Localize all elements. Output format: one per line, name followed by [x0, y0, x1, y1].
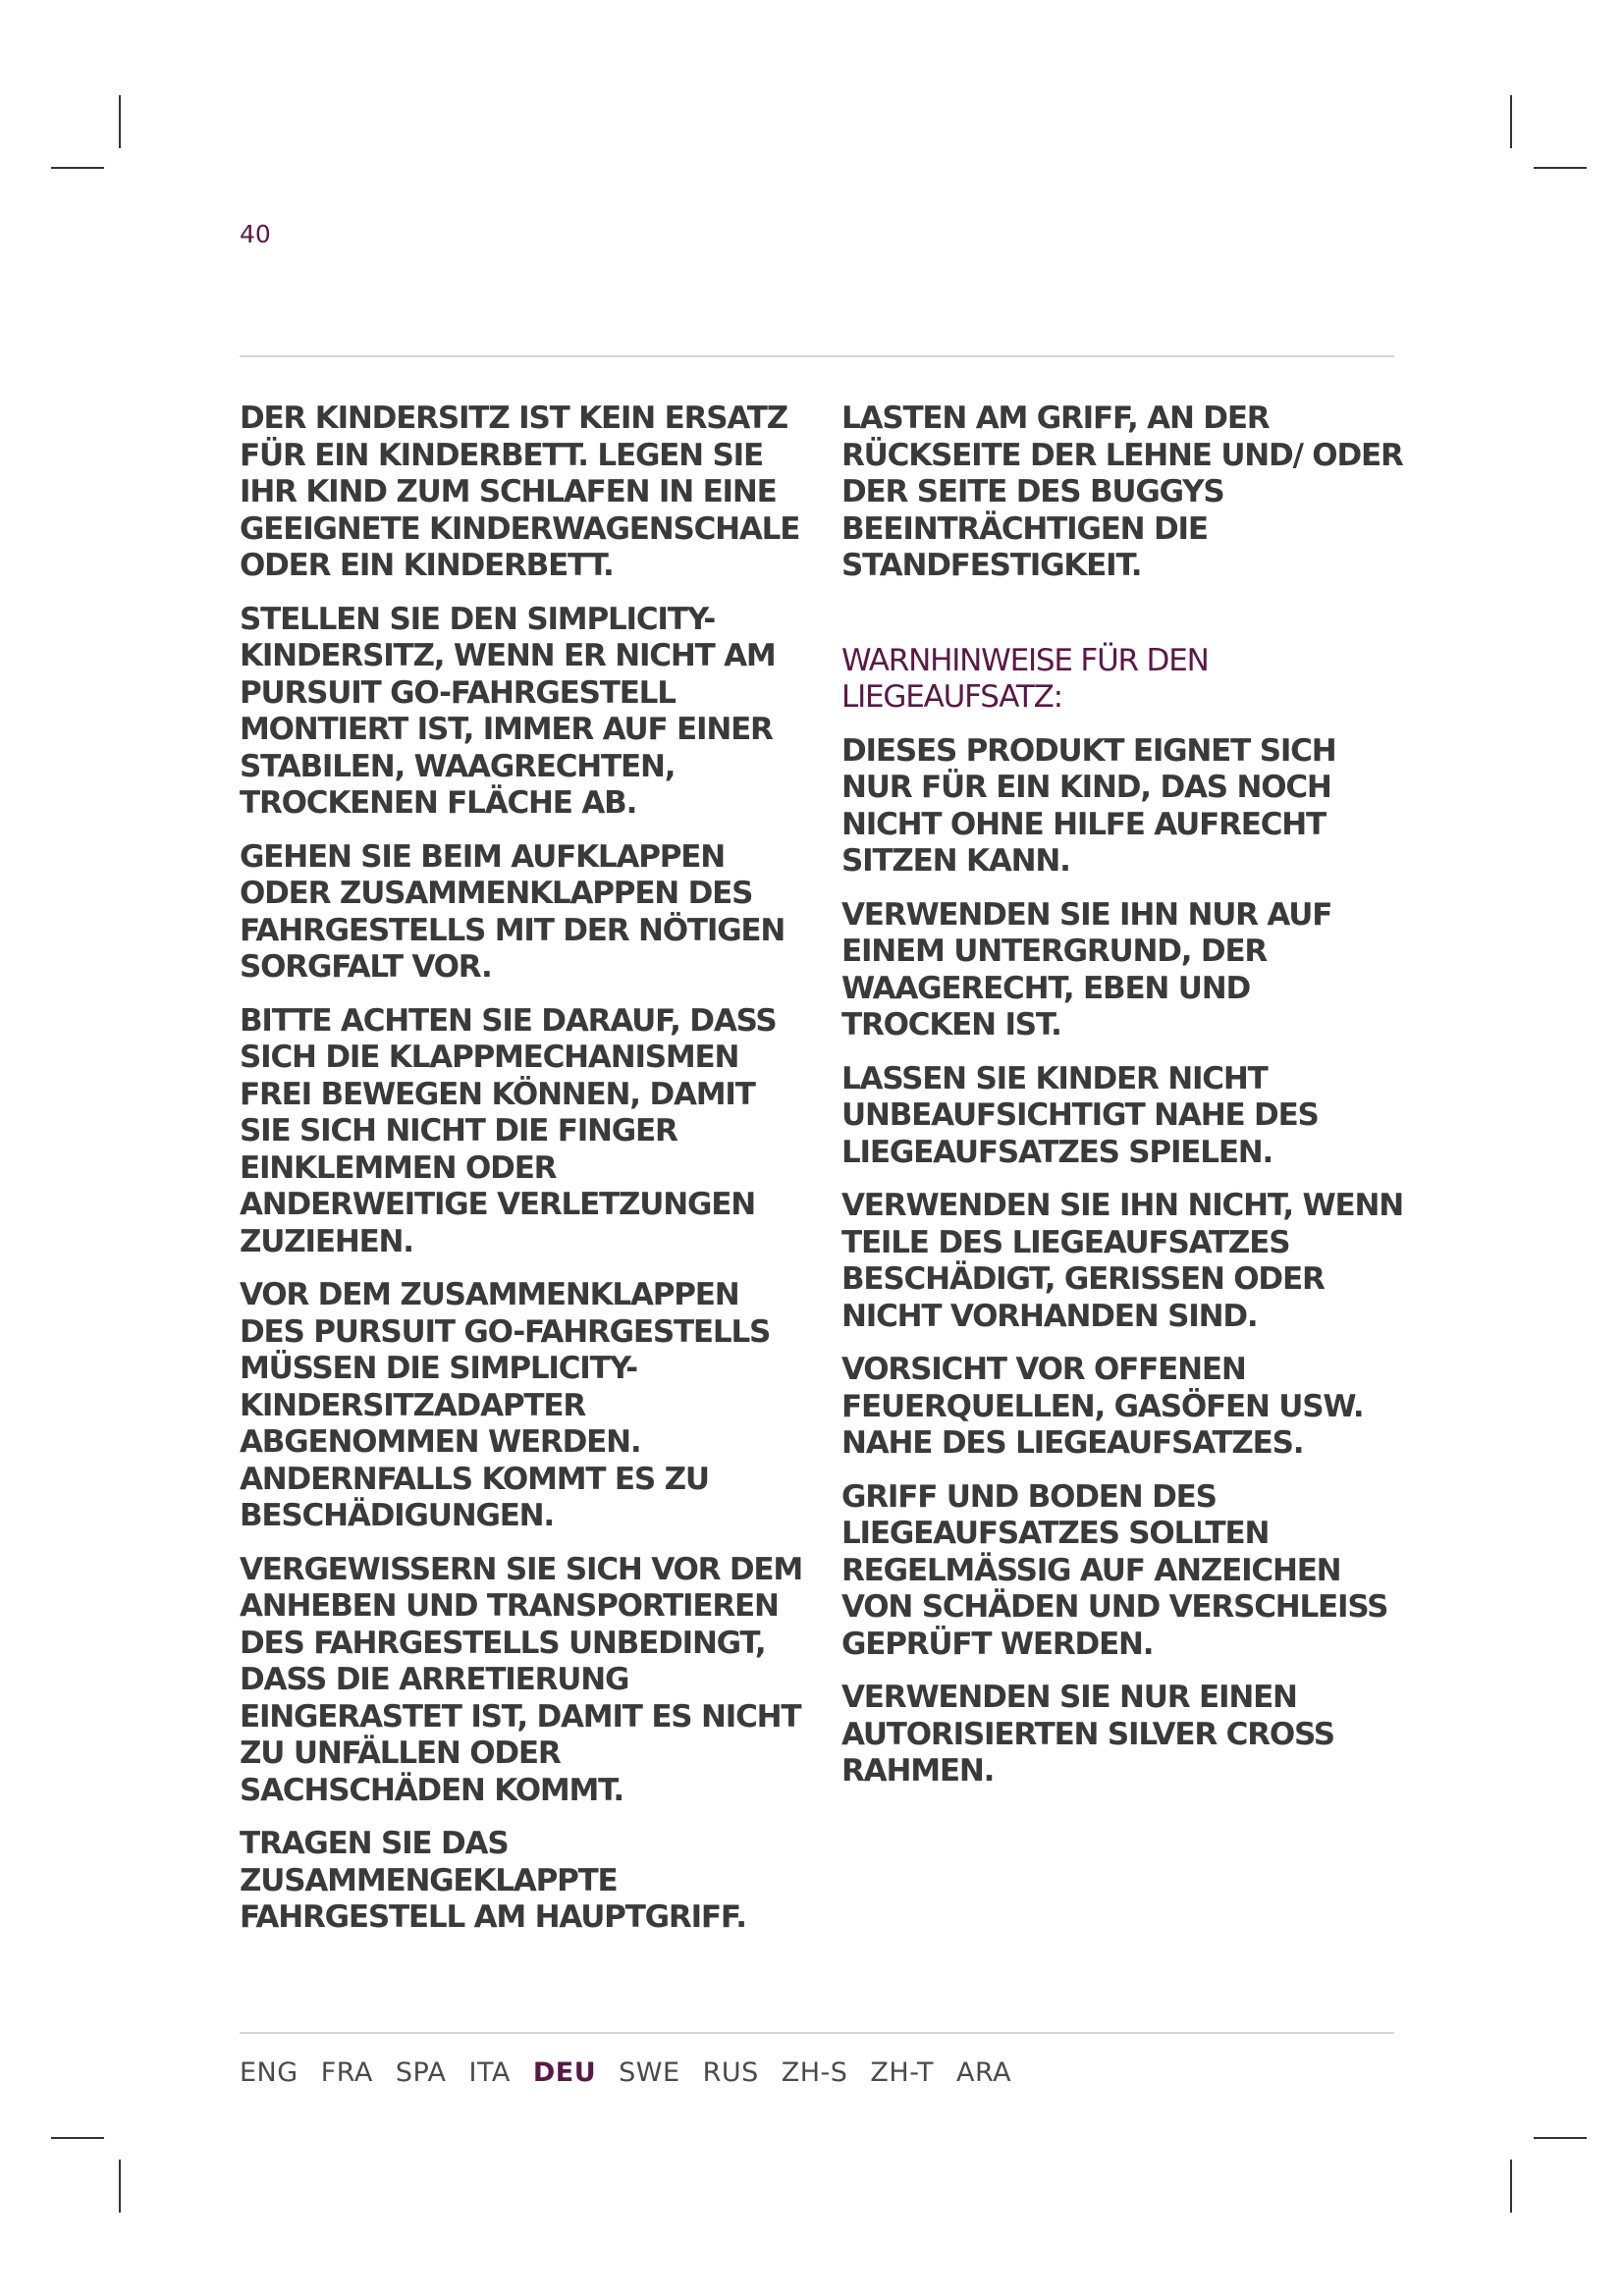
warning-paragraph: GEHEN SIE BEIM AUFKLAPPEN ODER ZUSAMMENKLAPPEN DES FAHRGESTELLS MIT DER NÖTIGEN SORGFALT VOR. [240, 838, 785, 985]
crop-mark-bottom-left-vertical [119, 2160, 121, 2213]
crop-mark-bottom-right-vertical [1510, 2160, 1512, 2213]
warning-paragraph: TRAGEN SIE DAS ZUSAMMENGEKLAPPTE FAHRGESTELL AM HAUPTGRIFF. [240, 1826, 746, 1935]
warning-paragraph: VERWENDEN SIE IHN NICHT, WENN TEILE DES LIEGEAUFSATZES BESCHÄDIGT, GERISSEN ODER NICHT VORHANDEN SIND. [841, 1188, 1403, 1334]
crop-mark-bottom-right-horizontal [1534, 2137, 1587, 2139]
crop-mark-top-right-vertical [1510, 95, 1512, 148]
warning-paragraph: VERWENDEN SIE IHN NUR AUF EINEM UNTERGRUND, DER WAAGERECHT, EBEN UND TROCKEN IST. [841, 896, 1332, 1042]
language-eng[interactable]: ENG [240, 2057, 298, 2088]
top-divider [240, 355, 1394, 357]
warning-paragraph: LASSEN SIE KINDER NICHT UNBEAUFSICHTIGT NAHE DES LIEGEAUFSATZES SPIELEN. [841, 1060, 1319, 1170]
warning-paragraph: DIESES PRODUKT EIGNET SICH NUR FÜR EIN KIND, DAS NOCH NICHT OHNE HILFE AUFRECHT SITZEN KANN. [841, 732, 1336, 879]
language-swe[interactable]: SWE [619, 2057, 680, 2088]
language-ara[interactable]: ARA [955, 2057, 1012, 2088]
warning-paragraph: VORSICHT VOR OFFENEN FEUERQUELLEN, GASÖFEN USW. NAHE DES LIEGEAUFSATZES. [841, 1352, 1364, 1461]
warning-paragraph: VOR DEM ZUSAMMENKLAPPEN DES PURSUIT GO-FAHRGESTELLS MÜSSEN DIE SIMPLICITY-KINDERSITZADAPTER ABGENOMMEN WERDEN. ANDERNFALLS KOMMT ES ZU BESCHÄDIGUNGEN. [240, 1277, 771, 1533]
bottom-divider [240, 2032, 1394, 2034]
crop-mark-top-right-horizontal [1534, 167, 1587, 169]
warning-paragraph: BITTE ACHTEN SIE DARAUF, DASS SICH DIE KLAPPMECHANISMEN FREI BEWEGEN KÖNNEN, DAMIT SIE SICH NICHT DIE FINGER EINKLEMMEN ODER ANDERWEITIGE VERLETZUNGEN ZUZIEHEN. [240, 1002, 777, 1259]
language-zh-t[interactable]: ZH-T [870, 2057, 934, 2088]
section-heading: WARNHINWEISE FÜR DEN LIEGEAUFSATZ: [841, 642, 1209, 715]
language-nav [240, 2057, 1011, 2088]
language-spa[interactable]: SPA [395, 2057, 447, 2088]
warning-paragraph: DER KINDERSITZ IST KEIN ERSATZ FÜR EIN KINDERBETT. LEGEN SIE IHR KIND ZUM SCHLAFEN IN EINE GEEIGNETE KINDERWAGENSCHALE ODER EIN KINDERBETT. [240, 400, 800, 583]
crop-mark-top-left-horizontal [51, 167, 104, 169]
warning-paragraph: VERWENDEN SIE NUR EINEN AUTORISIERTEN SILVER CROSS RAHMEN. [841, 1680, 1334, 1789]
warning-paragraph: STELLEN SIE DEN SIMPLICITY-KINDERSITZ, WENN ER NICHT AM PURSUIT GO-FAHRGESTELL MONTIERT IST, IMMER AUF EINER STABILEN, WAAGRECHTEN, TROCKENEN FLÄCHE AB. [240, 601, 776, 821]
spacer [841, 602, 1406, 643]
language-zh-s[interactable]: ZH-S [781, 2057, 848, 2088]
language-ita[interactable]: ITA [468, 2057, 511, 2088]
language-fra[interactable]: FRA [320, 2057, 373, 2088]
crop-mark-top-left-vertical [119, 95, 121, 148]
warning-paragraph: LASTEN AM GRIFF, AN DER RÜCKSEITE DER LEHNE UND/ ODER DER SEITE DES BUGGYS BEEINTRÄCHTIGEN DIE STANDFESTIGKEIT. [841, 400, 1403, 583]
warning-paragraph: VERGEWISSERN SIE SICH VOR DEM ANHEBEN UND TRANSPORTIEREN DES FAHRGESTELLS UNBEDINGT, DASS DIE ARRETIERUNG EINGERASTET IST, DAMIT ES NICHT ZU UNFÄLLEN ODER SACHSCHÄDEN KOMMT. [240, 1551, 803, 1808]
crop-mark-bottom-left-horizontal [51, 2137, 104, 2139]
page-number: 40 [240, 220, 271, 248]
language-deu[interactable]: DEU [532, 2057, 597, 2088]
right-column [841, 400, 1406, 1807]
language-rus[interactable]: RUS [702, 2057, 759, 2088]
warning-paragraph: GRIFF UND BODEN DES LIEGEAUFSATZES SOLLTEN REGELMÄSSIG AUF ANZEICHEN VON SCHÄDEN UND VERSCHLEISS GEPRÜFT WERDEN. [841, 1478, 1388, 1662]
left-column [240, 400, 804, 1953]
